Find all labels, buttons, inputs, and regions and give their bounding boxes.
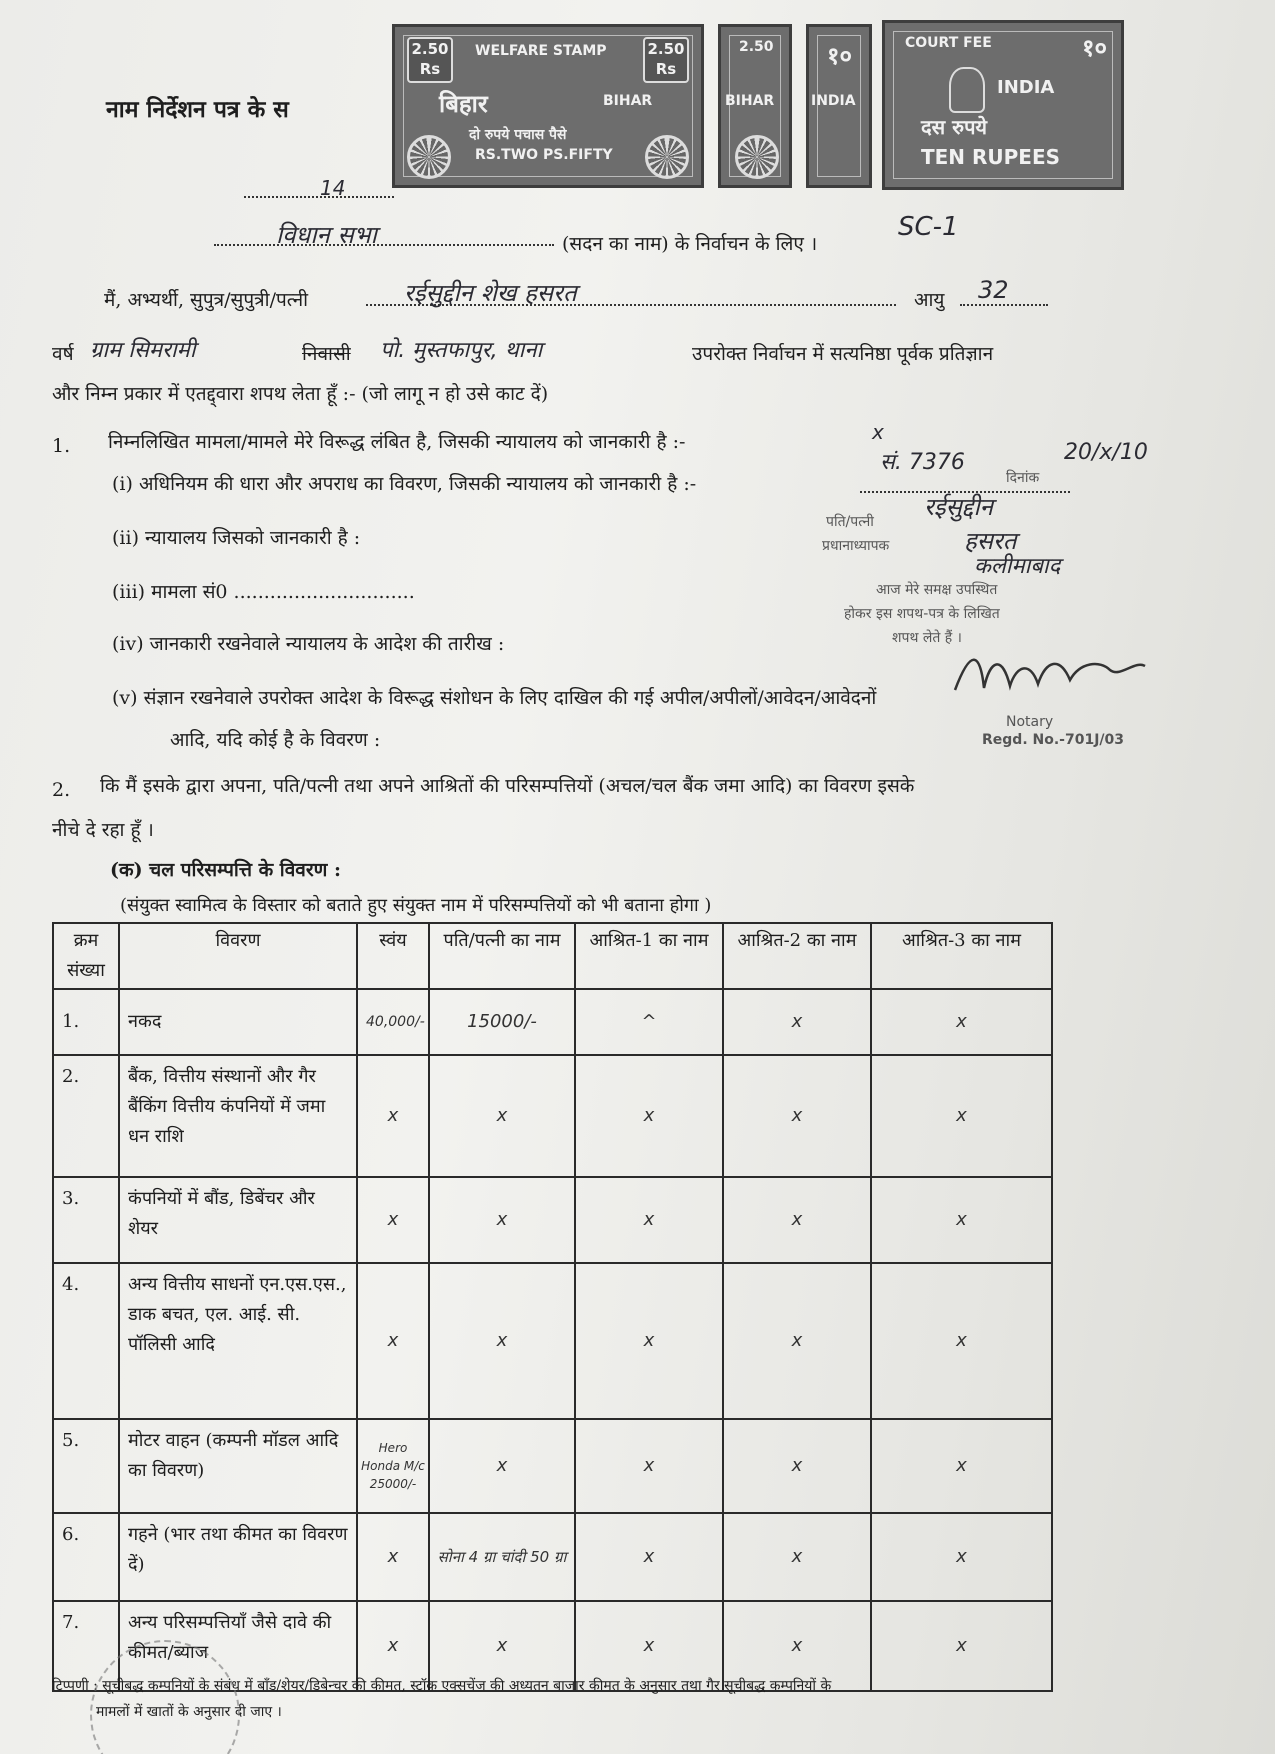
cell-dep3-value: x bbox=[956, 1011, 967, 1032]
cell-dep2-value: x bbox=[791, 1105, 803, 1126]
cell-spouse-value: सोना 4 ग्रा चांदी 50 ग्रा bbox=[437, 1548, 567, 1566]
cell-self-value: Hero Honda M/c 25000/- bbox=[361, 1441, 425, 1491]
court-fee-country: INDIA bbox=[997, 77, 1055, 98]
item2-text-line1: कि मैं इसके द्वारा अपना, पति/पत्नी तथा अपने आश्रितों की परिसम्पत्तियों (अचल/चल बैंक जमा आदि) का विवरण इसके bbox=[100, 775, 915, 797]
cell-dep3-value: x bbox=[956, 1635, 967, 1656]
notary-name-handwritten: रईसुद्दीन bbox=[924, 493, 993, 521]
cell-self-value: 40,000/- bbox=[366, 1014, 425, 1030]
footnote-line1: टिप्पणी : सूचीबद्ध कम्पनियों के संबंध में बाँड/शेयर/डिबेन्चर की कीमत, स्टॉक एक्सचेंज की अध्यतन बाजार कीमत के अनुसार तथा गैर सूचीबद्ध कम्पनियों के bbox=[52, 1678, 832, 1694]
header-self: स्वंय bbox=[357, 923, 429, 989]
cell-dep2-value: x bbox=[791, 1330, 803, 1351]
header-description: विवरण bbox=[119, 923, 357, 989]
row-description: अन्य परिसम्पत्तियाँ जैसे दावे की कीमत/ब्याज bbox=[119, 1601, 357, 1691]
section-ka-note: (संयुक्त स्वामित्व के विस्तार को बताते हुए संयुक्त नाम में परिसम्पत्तियों को भी बताना होगा ) bbox=[120, 895, 712, 916]
notary-place-handwritten: कलीमाबाद bbox=[974, 554, 1061, 579]
cell-self bbox=[357, 1055, 429, 1177]
cell-dependent-1 bbox=[575, 1513, 723, 1601]
row-description: कंपनियों में बौंड, डिबेंचर और शेयर bbox=[119, 1177, 357, 1263]
cell-dep3-value: x bbox=[956, 1546, 967, 1567]
national-emblem-icon bbox=[949, 67, 985, 113]
item1-number: 1. bbox=[52, 435, 71, 457]
welfare-stamp-partial bbox=[718, 24, 792, 188]
welfare-state-hindi: बिहार bbox=[439, 90, 488, 118]
court-fee-value-english: TEN RUPEES bbox=[921, 145, 1061, 169]
welfare-value-english: RS.TWO PS.FIFTY bbox=[475, 147, 613, 163]
row-number: 4. bbox=[53, 1263, 119, 1419]
cell-spouse-value: x bbox=[496, 1209, 508, 1230]
notary-faint-3: आज मेरे समक्ष उपस्थित bbox=[876, 582, 998, 598]
cell-dep1-value: x bbox=[643, 1455, 655, 1476]
cell-spouse-value: x bbox=[496, 1455, 508, 1476]
row-number: 6. bbox=[53, 1513, 119, 1601]
cell-self bbox=[357, 989, 429, 1055]
notary-faint-4: होकर इस शपथ-पत्र के लिखित bbox=[844, 606, 1000, 622]
cell-self bbox=[357, 1177, 429, 1263]
year-label: वर्ष bbox=[52, 343, 74, 365]
resident-label: निवासी bbox=[302, 343, 351, 365]
header-spouse: पति/पत्नी का नाम bbox=[429, 923, 575, 989]
notary-signature-icon bbox=[950, 640, 1150, 710]
serial-handwritten: 14 bbox=[320, 176, 346, 200]
cell-dependent-1 bbox=[575, 1055, 723, 1177]
cell-dep1-value: ^ bbox=[641, 1011, 657, 1032]
welfare-denomination-left: 2.50 Rs bbox=[407, 37, 453, 83]
court-fee-denomination: १० bbox=[1082, 34, 1107, 62]
cell-spouse bbox=[429, 1419, 575, 1513]
cell-self-value: x bbox=[387, 1546, 399, 1567]
village-handwritten: ग्राम सिमरामी bbox=[90, 338, 196, 363]
cell-self bbox=[357, 1513, 429, 1601]
table-row bbox=[53, 989, 1052, 1055]
table-row bbox=[53, 1055, 1052, 1177]
table-row bbox=[53, 1263, 1052, 1419]
welfare-stamp-title: WELFARE STAMP bbox=[475, 43, 607, 59]
cell-dep2-value: x bbox=[791, 1546, 803, 1567]
cell-dependent-3 bbox=[871, 989, 1052, 1055]
movable-assets-table bbox=[52, 922, 1053, 1692]
cell-dependent-3 bbox=[871, 1263, 1052, 1419]
cell-dependent-1 bbox=[575, 1419, 723, 1513]
constituency-handwritten: SC-1 bbox=[898, 212, 959, 242]
cell-dep2-value: x bbox=[791, 1635, 803, 1656]
cell-self-value: x bbox=[387, 1105, 399, 1126]
house-name-line bbox=[214, 242, 554, 246]
table-row bbox=[53, 1513, 1052, 1601]
footnote-line2: मामलों में खातों के अनुसार दी जाए । bbox=[96, 1704, 282, 1720]
cell-dependent-2 bbox=[723, 1513, 871, 1601]
cell-spouse bbox=[429, 1177, 575, 1263]
table-row bbox=[53, 1419, 1052, 1513]
item1-mark-handwritten: x bbox=[872, 420, 884, 444]
court-fee-partial-denomination: १० bbox=[827, 42, 852, 70]
notary-regd-number: Regd. No.-701J/03 bbox=[982, 732, 1125, 748]
cell-dep2-value: x bbox=[791, 1455, 803, 1476]
cell-spouse bbox=[429, 1513, 575, 1601]
notary-father-handwritten: हसरत bbox=[964, 527, 1017, 555]
cell-dependent-3 bbox=[871, 1055, 1052, 1177]
cell-spouse-value: x bbox=[496, 1330, 508, 1351]
sub-item-iv: (iv) जानकारी रखनेवाले न्यायालय के आदेश की तारीख : bbox=[112, 633, 505, 655]
age-label: आयु bbox=[914, 289, 945, 311]
item2-text-line2: नीचे दे रहा हूँ । bbox=[52, 819, 154, 841]
cell-spouse-value: 15000/- bbox=[467, 1011, 537, 1032]
notary-faint-2: प्रधानाध्यापक bbox=[822, 538, 890, 554]
notary-faint-5: शपथ लेते हैं । bbox=[892, 630, 962, 646]
cell-dep1-value: x bbox=[643, 1105, 655, 1126]
row-number: 3. bbox=[53, 1177, 119, 1263]
cell-dependent-2 bbox=[723, 1177, 871, 1263]
sub-item-v-line2: आदि, यदि कोई है के विवरण : bbox=[170, 729, 381, 751]
cell-dep2-value: x bbox=[791, 1011, 803, 1032]
cell-dep2-value: x bbox=[791, 1209, 803, 1230]
row-number: 2. bbox=[53, 1055, 119, 1177]
row-description: बैंक, वित्तीय संस्थानों और गैर बैंकिंग वित्तीय कंपनियों में जमा धन राशि bbox=[119, 1055, 357, 1177]
court-fee-partial-country: INDIA bbox=[811, 93, 856, 109]
cell-dep1-value: x bbox=[643, 1209, 655, 1230]
row-number: 1. bbox=[53, 989, 119, 1055]
father-name-handwritten: रईसुद्दीन शेख हसरत bbox=[404, 279, 577, 307]
welfare-state-english: BIHAR bbox=[603, 93, 653, 109]
cell-spouse bbox=[429, 1263, 575, 1419]
cell-dep1-value: x bbox=[643, 1635, 655, 1656]
notary-faint-1: पति/पत्नी bbox=[826, 514, 874, 530]
court-fee-stamp bbox=[882, 20, 1124, 190]
cell-dep3-value: x bbox=[956, 1105, 967, 1126]
notary-date-handwritten: 20/x/10 bbox=[1064, 440, 1148, 465]
sub-item-iii: (iii) मामला सं0 .............................. bbox=[112, 581, 415, 603]
cell-dependent-3 bbox=[871, 1601, 1052, 1691]
cell-dep3-value: x bbox=[956, 1330, 967, 1351]
row-number: 7. bbox=[53, 1601, 119, 1691]
notary-serial-handwritten: सं. 7376 bbox=[880, 450, 965, 475]
item1-text: निम्नलिखित मामला/मामले मेरे विरूद्ध लंबित है, जिसकी न्यायालय को जानकारी है :- bbox=[108, 431, 686, 453]
cell-dependent-3 bbox=[871, 1177, 1052, 1263]
court-fee-stamp-partial bbox=[806, 24, 872, 188]
cell-dependent-2 bbox=[723, 1055, 871, 1177]
notary-seal-text: Notary bbox=[1006, 714, 1054, 730]
header-dependent-3: आश्रित-3 का नाम bbox=[871, 923, 1052, 989]
cell-dependent-2 bbox=[723, 1263, 871, 1419]
sub-item-i: (i) अधिनियम की धारा और अपराध का विवरण, जिसकी न्यायालय को जानकारी है :- bbox=[112, 473, 697, 495]
header-dependent-2: आश्रित-2 का नाम bbox=[723, 923, 871, 989]
cell-dep3-value: x bbox=[956, 1209, 967, 1230]
serial-line bbox=[244, 194, 394, 198]
header-dependent-1: आश्रित-1 का नाम bbox=[575, 923, 723, 989]
cell-spouse-value: x bbox=[496, 1105, 508, 1126]
oath-text-2: और निम्न प्रकार में एतद्द्वारा शपथ लेता हूँ :- (जो लागू न हो उसे काट दें) bbox=[52, 383, 549, 405]
cell-dependent-2 bbox=[723, 989, 871, 1055]
house-label: (सदन का नाम) के निर्वाचन के लिए । bbox=[562, 233, 818, 255]
oath-text-1: उपरोक्त निर्वाचन में सत्यनिष्ठा पूर्वक प्रतिज्ञान bbox=[692, 343, 994, 365]
court-fee-value-hindi: दस रुपये bbox=[921, 115, 988, 139]
court-fee-title: COURT FEE bbox=[905, 35, 992, 51]
house-name-handwritten: विधान सभा bbox=[276, 221, 377, 249]
item2-number: 2. bbox=[52, 779, 71, 801]
welfare-stamp bbox=[392, 24, 704, 188]
form-title: नाम निर्देशन पत्र के स bbox=[106, 96, 289, 123]
address-handwritten: पो. मुस्तफापुर, थाना bbox=[380, 338, 543, 363]
cell-dependent-3 bbox=[871, 1513, 1052, 1601]
row-description: नकद bbox=[119, 989, 357, 1055]
cell-self-value: x bbox=[387, 1209, 399, 1230]
header-serial: क्रम संख्या bbox=[53, 923, 119, 989]
table-header-row bbox=[53, 923, 1052, 989]
ashoka-chakra-partial-icon bbox=[735, 135, 779, 179]
sub-item-ii: (ii) न्यायालय जिसको जानकारी है : bbox=[112, 527, 361, 549]
table-row bbox=[53, 1177, 1052, 1263]
section-ka-heading: (क) चल परिसम्पत्ति के विवरण : bbox=[110, 859, 341, 881]
cell-self bbox=[357, 1263, 429, 1419]
cell-dep3-value: x bbox=[956, 1455, 967, 1476]
cell-self bbox=[357, 1419, 429, 1513]
candidate-label: मैं, अभ्यर्थी, सुपुत्र/सुपुत्री/पत्नी bbox=[104, 289, 309, 311]
notary-date-label: दिनांक bbox=[1006, 470, 1040, 486]
row-description: गहने (भार तथा कीमत का विवरण दें) bbox=[119, 1513, 357, 1601]
cell-dependent-1 bbox=[575, 1263, 723, 1419]
row-description: अन्य वित्तीय साधनों एन.एस.एस., डाक बचत, एल. आई. सी. पॉलिसी आदि bbox=[119, 1263, 357, 1419]
cell-dep1-value: x bbox=[643, 1330, 655, 1351]
cell-spouse bbox=[429, 989, 575, 1055]
cell-dep1-value: x bbox=[643, 1546, 655, 1567]
welfare-denomination-right: 2.50 Rs bbox=[643, 37, 689, 83]
cell-dependent-1 bbox=[575, 989, 723, 1055]
row-number: 5. bbox=[53, 1419, 119, 1513]
cell-spouse-value: x bbox=[496, 1635, 508, 1656]
cell-dependent-3 bbox=[871, 1419, 1052, 1513]
cell-self-value: x bbox=[387, 1635, 399, 1656]
cell-spouse bbox=[429, 1055, 575, 1177]
sub-item-v-line1: (v) संज्ञान रखनेवाले उपरोक्त आदेश के विरूद्ध संशोधन के लिए दाखिल की गई अपील/अपीलों/आवेदन/आवेदनों bbox=[112, 687, 877, 709]
welfare-value-hindi: दो रुपये पचास पैसे bbox=[469, 127, 567, 143]
cell-self-value: x bbox=[387, 1330, 399, 1351]
ashoka-chakra-right-icon bbox=[645, 135, 689, 179]
ashoka-chakra-left-icon bbox=[407, 135, 451, 179]
welfare-partial-state: BIHAR bbox=[725, 93, 775, 109]
age-handwritten: 32 bbox=[978, 276, 1009, 304]
row-description: मोटर वाहन (कम्पनी मॉडल आदि का विवरण) bbox=[119, 1419, 357, 1513]
cell-dependent-2 bbox=[723, 1419, 871, 1513]
cell-dependent-1 bbox=[575, 1177, 723, 1263]
welfare-partial-denomination: 2.50 bbox=[739, 39, 774, 55]
